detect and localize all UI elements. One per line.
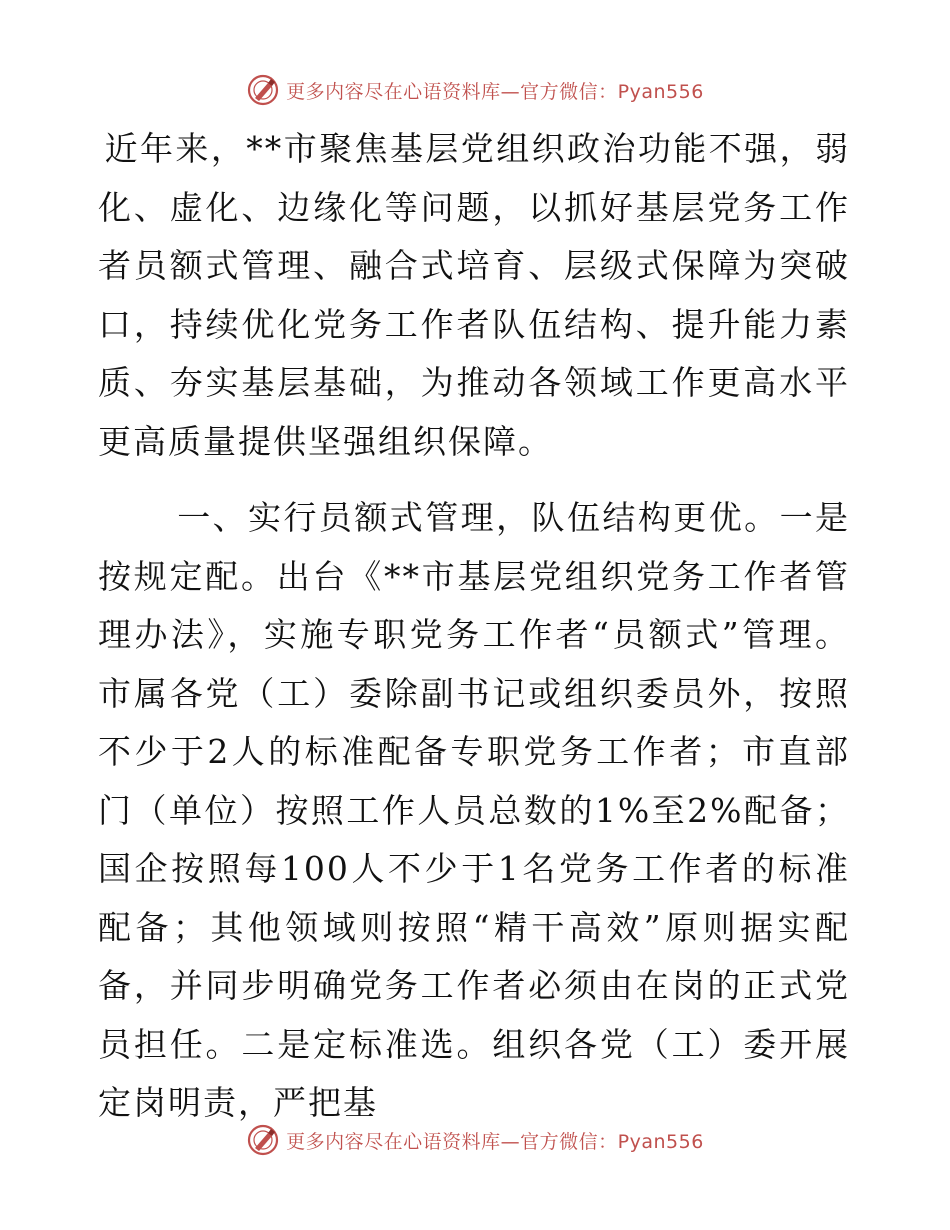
paragraph-section-1: 一、实行员额式管理，队伍结构更优。一是按规定配。出台《**市基层党组织党务工作者管理办法》，实施专职党务工作者“员额式”管理。市属各党（工）委除副书记或组织委员外，按照不少于2人的标准配备专职党务工作者；市直部门（单位）按照工作人员总数的1%至2%配备；国企按照每100人不少于1名党务工作者的标准配备；其他领域则按照“精干高效”原则据实配备，并同步明确党务工作者必须由在岗的正式党员担任。二是定标准选。组织各党（工）委开展定岗明责，严把基 <box>98 498 850 1122</box>
seal-pen-icon <box>246 1123 280 1157</box>
header-banner <box>0 70 950 110</box>
paragraph-intro: 近年来，**市聚焦基层党组织政治功能不强，弱化、虚化、边缘化等问题，以抓好基层党务工作者员额式管理、融合式培育、层级式保障为突破口，持续优化党务工作者队伍结构、提升能力素质、夯实基层基础，为推动各领域工作更高水平更高质量提供坚强组织保障。 <box>98 129 850 461</box>
document-body <box>98 120 850 1133</box>
seal-pen-icon <box>246 73 280 107</box>
banner-text: 更多内容尽在心语资料库—官方微信：Pyan556 <box>286 1130 704 1153</box>
banner-text: 更多内容尽在心语资料库—官方微信：Pyan556 <box>286 80 704 103</box>
footer-banner <box>0 1120 950 1160</box>
